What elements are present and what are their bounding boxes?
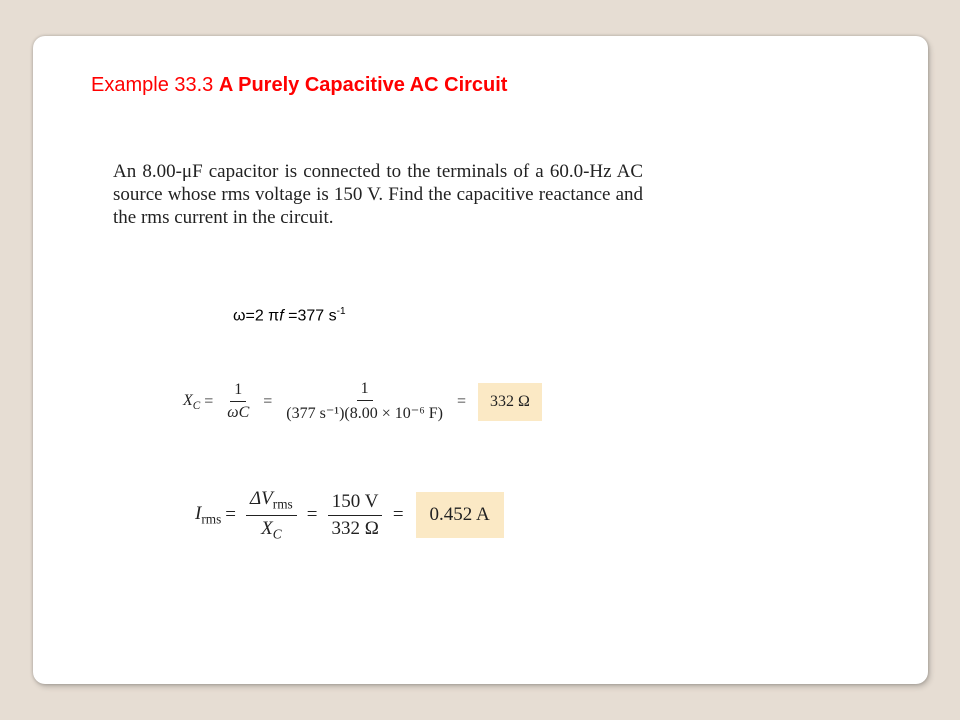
problem-statement: An 8.00-μF capacitor is connected to the terminals of a 60.0-Hz AC source whose rms voltage is 150 V. Find the capacitive reactance and the rms current in the circuit.: [113, 161, 643, 228]
irms-fraction-2: $\frac{150 V}{332 \Omega}$: [327, 491, 382, 540]
xc-result: 332 Ω: [478, 383, 542, 421]
irms-result: 0.452 A: [416, 492, 504, 538]
capacitive-reactance-equation: $X_C$ = $\frac{1}{\omega C}$ = $\frac{1}{\text{(377 s⁻¹)(8.00 × 10⁻⁶ F)}}$ = 332 Ω: [183, 380, 542, 423]
slide-title: [91, 74, 507, 97]
title-prefix: Example 33.3: [91, 74, 214, 96]
irms-fraction-1: $\frac{\Delta V_{rms}}{X_C}$: [246, 488, 297, 542]
omega-formula: ω=2 πf =377 $s^{-1}$: [233, 306, 346, 325]
irms-lhs: $I_{rms}$: [195, 502, 222, 527]
slide: [33, 36, 928, 684]
xc-fraction-1: $\frac{1}{\omega C}$: [227, 381, 250, 421]
xc-lhs: $X_C$: [183, 391, 201, 412]
xc-fraction-2: $\frac{1}{\text{(377 s⁻¹)(8.00 × 10⁻⁶ F)}}$: [286, 380, 444, 422]
title-bold: A Purely Capacitive AC Circuit: [218, 74, 508, 96]
rms-current-equation: $I_{rms}$ = $\frac{\Delta V_{rms}}{X_C}$ = $\frac{150 V}{332 \Omega}$ = 0.452 A: [195, 488, 504, 542]
